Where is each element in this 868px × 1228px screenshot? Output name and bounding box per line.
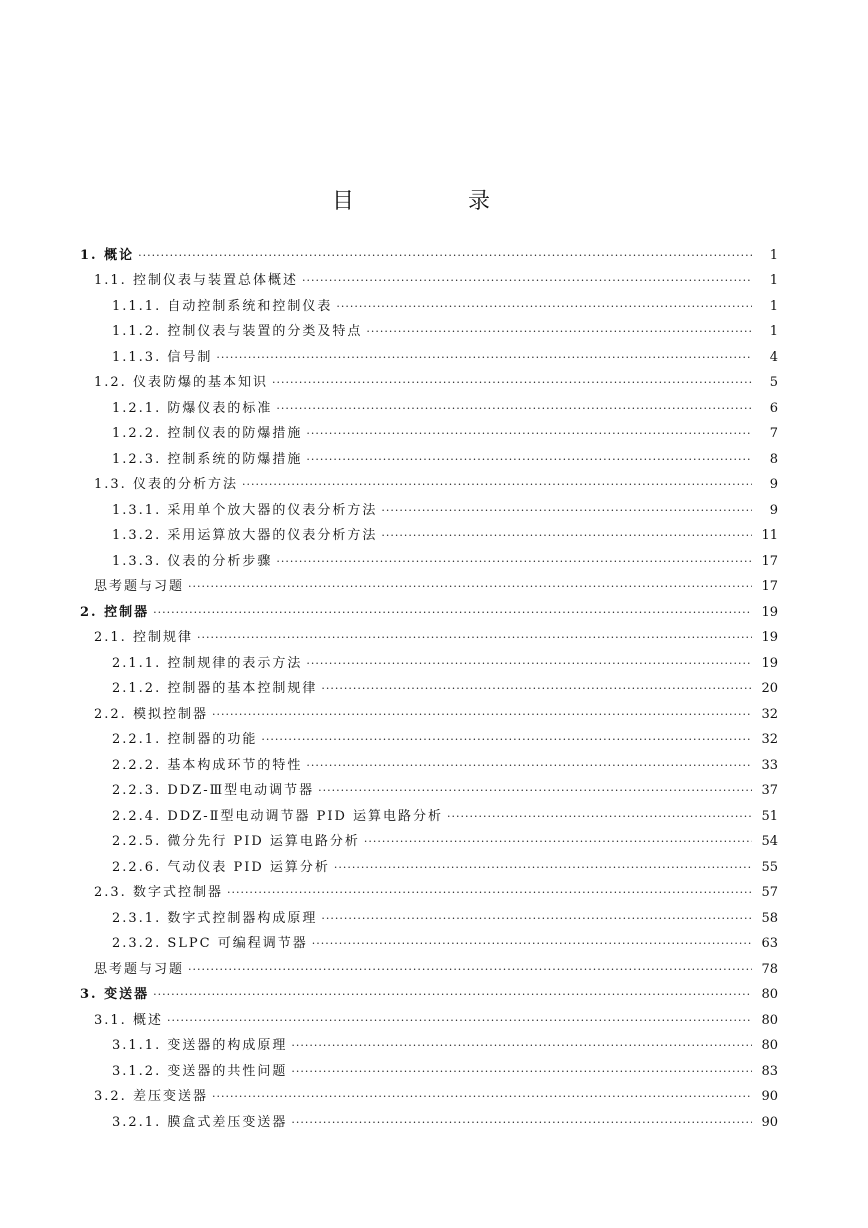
dot-leader xyxy=(291,1064,752,1080)
toc-entry-page-number: 32 xyxy=(761,706,778,722)
toc-entry-label: 1.1.1. 自动控制系统和控制仪表 xyxy=(112,298,333,314)
dot-leader xyxy=(212,1089,752,1105)
toc-entry-page-number: 57 xyxy=(761,885,778,900)
toc-entry-label: 2. 控制器 xyxy=(80,604,150,620)
toc-entry-label: 1.1. 控制仪表与装置总体概述 xyxy=(94,273,298,288)
toc-entry[interactable] xyxy=(78,876,778,902)
dot-leader xyxy=(276,401,752,417)
dot-leader xyxy=(197,630,752,646)
toc-entry[interactable] xyxy=(78,468,778,494)
toc-entry[interactable] xyxy=(78,1080,778,1106)
dot-leader xyxy=(306,656,752,672)
toc-entry[interactable] xyxy=(78,697,778,723)
toc-entry[interactable] xyxy=(78,519,778,545)
dot-leader xyxy=(216,350,752,366)
toc-entry[interactable] xyxy=(78,850,778,876)
toc-entry[interactable] xyxy=(78,238,778,264)
toc-entry[interactable] xyxy=(78,391,778,417)
toc-entry[interactable] xyxy=(78,825,778,851)
dot-leader xyxy=(302,273,752,289)
toc-entry-label: 2.1.1. 控制规律的表示方法 xyxy=(112,655,303,671)
table-of-contents xyxy=(78,238,778,1131)
dot-leader xyxy=(381,503,752,519)
toc-entry-label: 3.2.1. 膜盒式差压变送器 xyxy=(112,1114,288,1130)
dot-leader xyxy=(321,911,752,927)
toc-entry-label: 思考题与习题 xyxy=(94,961,185,977)
dot-leader xyxy=(318,783,752,799)
toc-entry-label: 1.2.2. 控制仪表的防爆措施 xyxy=(112,426,303,441)
toc-entry-label: 2.2.1. 控制器的功能 xyxy=(112,732,258,747)
toc-entry-page-number: 1 xyxy=(769,247,778,263)
toc-entry-page-number: 1 xyxy=(769,298,778,314)
dot-leader xyxy=(276,554,752,570)
toc-entry-page-number: 90 xyxy=(761,1089,778,1104)
dot-leader xyxy=(272,375,752,391)
toc-entry[interactable] xyxy=(78,723,778,749)
dot-leader xyxy=(321,681,752,697)
toc-entry-label: 2.1. 控制规律 xyxy=(94,630,193,645)
toc-entry-label: 1.2.1. 防爆仪表的标准 xyxy=(112,400,273,416)
dot-leader xyxy=(381,528,752,544)
toc-entry[interactable] xyxy=(78,1003,778,1029)
dot-leader xyxy=(167,1013,752,1029)
toc-entry[interactable] xyxy=(78,340,778,366)
toc-entry[interactable] xyxy=(78,799,778,825)
toc-entry-label: 1.2. 仪表防爆的基本知识 xyxy=(94,375,268,390)
dot-leader xyxy=(306,758,752,774)
dot-leader xyxy=(242,477,752,493)
dot-leader xyxy=(447,809,752,825)
toc-entry[interactable] xyxy=(78,289,778,315)
dot-leader xyxy=(291,1115,752,1131)
toc-entry-label: 2.3.2. SLPC 可编程调节器 xyxy=(112,936,308,951)
toc-entry-page-number: 51 xyxy=(761,808,778,824)
toc-entry-label: 3.1.2. 变送器的共性问题 xyxy=(112,1063,288,1079)
toc-entry[interactable] xyxy=(78,1105,778,1131)
toc-entry-page-number: 1 xyxy=(769,324,778,339)
toc-entry-label: 1. 概论 xyxy=(80,247,135,263)
toc-entry-page-number: 58 xyxy=(761,910,778,926)
dot-leader xyxy=(188,579,752,595)
toc-entry[interactable] xyxy=(78,366,778,392)
toc-entry-page-number: 32 xyxy=(761,732,778,747)
toc-entry[interactable] xyxy=(78,595,778,621)
toc-entry-page-number: 17 xyxy=(761,579,778,594)
toc-entry-page-number: 1 xyxy=(769,273,778,288)
toc-entry-label: 3.2. 差压变送器 xyxy=(94,1089,208,1104)
toc-entry-label: 思考题与习题 xyxy=(94,579,185,594)
toc-entry-label: 1.2.3. 控制系统的防爆措施 xyxy=(112,451,303,467)
toc-entry-page-number: 8 xyxy=(769,451,778,467)
toc-entry-page-number: 7 xyxy=(769,426,778,441)
toc-entry[interactable] xyxy=(78,901,778,927)
toc-entry[interactable] xyxy=(78,570,778,596)
toc-entry-page-number: 9 xyxy=(769,502,778,518)
toc-entry-page-number: 80 xyxy=(761,1012,778,1028)
toc-entry-page-number: 80 xyxy=(761,1038,778,1053)
toc-entry[interactable] xyxy=(78,1029,778,1055)
toc-entry-label: 1.3. 仪表的分析方法 xyxy=(94,477,238,492)
toc-entry-page-number: 5 xyxy=(769,375,778,390)
dot-leader xyxy=(336,299,752,315)
toc-entry-label: 2.3.1. 数字式控制器构成原理 xyxy=(112,910,318,926)
toc-entry-page-number: 78 xyxy=(761,961,778,977)
toc-entry-page-number: 11 xyxy=(761,528,778,543)
toc-entry[interactable] xyxy=(78,672,778,698)
dot-leader xyxy=(364,834,752,850)
toc-entry-page-number: 6 xyxy=(769,400,778,416)
toc-entry-label: 3. 变送器 xyxy=(80,987,150,1002)
toc-entry-label: 1.1.2. 控制仪表与装置的分类及特点 xyxy=(112,324,363,339)
toc-entry[interactable] xyxy=(78,978,778,1004)
toc-entry-label: 2.2.5. 微分先行 PID 运算电路分析 xyxy=(112,834,360,849)
toc-entry[interactable] xyxy=(78,544,778,570)
toc-entry-label: 2.2. 模拟控制器 xyxy=(94,706,208,722)
toc-entry[interactable] xyxy=(78,442,778,468)
toc-entry-label: 1.3.3. 仪表的分析步骤 xyxy=(112,553,273,569)
toc-entry[interactable] xyxy=(78,927,778,953)
dot-leader xyxy=(188,962,752,978)
toc-entry-label: 1.1.3. 信号制 xyxy=(112,349,213,365)
toc-entry[interactable] xyxy=(78,621,778,647)
dot-leader xyxy=(212,707,752,723)
toc-entry-page-number: 37 xyxy=(761,783,778,798)
toc-entry-label: 2.2.4. DDZ-Ⅱ型电动调节器 PID 运算电路分析 xyxy=(112,808,444,824)
dot-leader xyxy=(312,936,752,952)
toc-entry-label: 3.1. 概述 xyxy=(94,1012,163,1028)
dot-leader xyxy=(153,605,752,621)
toc-entry-page-number: 63 xyxy=(761,936,778,951)
toc-entry[interactable] xyxy=(78,748,778,774)
toc-entry-page-number: 9 xyxy=(769,477,778,492)
toc-entry-page-number: 4 xyxy=(769,349,778,365)
toc-entry-label: 3.1.1. 变送器的构成原理 xyxy=(112,1038,288,1053)
toc-entry-page-number: 17 xyxy=(761,553,778,569)
toc-entry-page-number: 90 xyxy=(761,1114,778,1130)
toc-entry-label: 2.3. 数字式控制器 xyxy=(94,885,223,900)
dot-leader xyxy=(291,1038,752,1054)
toc-entry-label: 1.3.2. 采用运算放大器的仪表分析方法 xyxy=(112,528,378,543)
dot-leader xyxy=(306,426,752,442)
page-title: 目 录 xyxy=(331,189,536,214)
dot-leader xyxy=(261,732,752,748)
toc-entry-label: 2.2.2. 基本构成环节的特性 xyxy=(112,757,303,773)
dot-leader xyxy=(334,860,752,876)
toc-entry[interactable] xyxy=(78,315,778,341)
dot-leader xyxy=(306,452,752,468)
dot-leader xyxy=(153,987,752,1003)
toc-entry-page-number: 55 xyxy=(761,859,778,875)
toc-entry-label: 1.3.1. 采用单个放大器的仪表分析方法 xyxy=(112,502,378,518)
toc-entry-page-number: 19 xyxy=(761,655,778,671)
dot-leader xyxy=(227,885,752,901)
toc-entry[interactable] xyxy=(78,264,778,290)
toc-entry[interactable] xyxy=(78,774,778,800)
toc-entry[interactable] xyxy=(78,493,778,519)
toc-entry-page-number: 80 xyxy=(761,987,778,1002)
toc-entry-page-number: 33 xyxy=(761,757,778,773)
toc-entry-page-number: 54 xyxy=(761,834,778,849)
toc-entry-label: 2.2.3. DDZ-Ⅲ型电动调节器 xyxy=(112,783,315,798)
toc-entry-page-number: 83 xyxy=(761,1063,778,1079)
dot-leader xyxy=(138,248,752,264)
toc-entry-page-number: 20 xyxy=(761,681,778,696)
toc-entry[interactable] xyxy=(78,1054,778,1080)
toc-entry-page-number: 19 xyxy=(761,630,778,645)
dot-leader xyxy=(366,324,752,340)
toc-entry[interactable] xyxy=(78,952,778,978)
toc-entry[interactable] xyxy=(78,646,778,672)
toc-entry-label: 2.2.6. 气动仪表 PID 运算分析 xyxy=(112,859,330,875)
toc-entry-page-number: 19 xyxy=(761,604,778,620)
toc-entry-label: 2.1.2. 控制器的基本控制规律 xyxy=(112,681,318,696)
toc-entry[interactable] xyxy=(78,417,778,443)
